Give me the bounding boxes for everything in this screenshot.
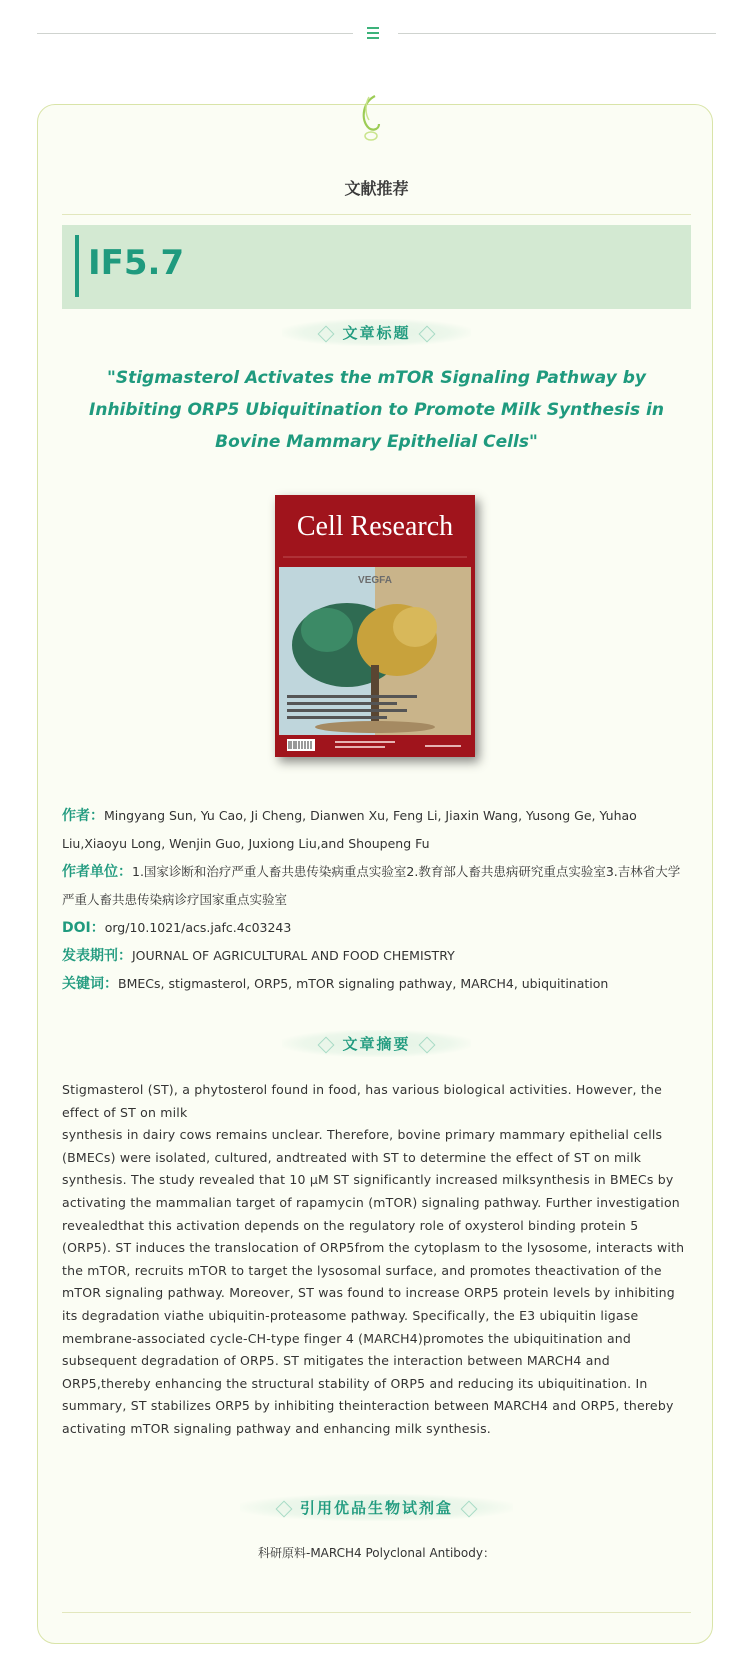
diamond-icon xyxy=(318,1036,335,1053)
product-heading xyxy=(0,1494,753,1520)
section-title: 文献推荐 xyxy=(344,179,409,198)
journal-cover-word: VEGFA xyxy=(358,575,392,586)
keywords-row xyxy=(62,970,691,998)
diamond-icon xyxy=(418,325,435,342)
doi-label: DOI： xyxy=(62,920,105,936)
title-divider xyxy=(62,214,691,215)
menu-icon[interactable] xyxy=(366,24,380,42)
article-title-heading xyxy=(0,319,753,345)
doi-value: org/10.1021/acs.jafc.4c03243 xyxy=(104,920,292,935)
journal-value: JOURNAL OF AGRICULTURAL AND FOOD CHEMISTRY xyxy=(132,948,455,963)
article-title-heading-label: 文章标题 xyxy=(342,324,411,342)
impact-factor-accent-bar xyxy=(75,235,79,297)
abstract-body: synthesis in dairy cows remains unclear. Therefore, bovine primary mammary epithelial cells (BMECs) were isolated, cultured, andtreated with ST to determine the effect of ST on milk synthesis. The study revealed that 10 μM ST significantly increased milksynthesis in BMECs by activating the mammalian target of rapamycin (mTOR) signaling pathway. Further investigation revealedthat this activation depends on the regulatory role of oxysterol binding protein 5 (ORP5). ST induces the translocation of ORP5from the cytoplasm to the lysosome, interacts with the mTOR, recruits mTOR to target the lysosomal surface, and promotes theactivation of the mTOR signaling pathway. Moreover, ST was found to increase ORP5 protein levels by inhibiting its degradation viathe ubiquitin-proteasome pathway. Specifically, the E3 ubiquitin ligase membrane-associated cycle-CH-type finger 4 (MARCH4)promotes the ubiquitination and subsequent degradation of ORP5. ST mitigates the interaction between MARCH4 and ORP5,thereby enhancing the structural stability of ORP5 and reducing its ubiquitination. In summary, ST stabilizes ORP5 by inhibiting theinteraction between MARCH4 and ORP5, thereby activating mTOR signaling pathway and enhancing milk synthesis. xyxy=(62,1127,685,1436)
abstract-heading-label: 文章摘要 xyxy=(342,1035,411,1053)
top-divider-right xyxy=(398,33,716,34)
journal-row xyxy=(62,942,691,970)
diamond-icon xyxy=(418,1036,435,1053)
journal-cover-image xyxy=(275,495,475,757)
swirl-ornament-icon xyxy=(357,94,385,144)
abstract-line-first: Stigmasterol (ST), a phytosterol found in food, has various biological activities. However, the effect of ST on milk xyxy=(62,1082,662,1120)
diamond-icon xyxy=(318,325,335,342)
affiliation-row xyxy=(62,858,691,914)
affiliation-value: 1.国家诊断和治疗严重人畜共患传染病重点实验室2.教育部人畜共患病研究重点实验室3.吉林省大学严重人畜共患传染病诊疗国家重点实验室 xyxy=(62,864,681,907)
diamond-icon xyxy=(461,1500,478,1517)
authors-value: Mingyang Sun, Yu Cao, Ji Cheng, Dianwen Xu, Feng Li, Jiaxin Wang, Yusong Ge, Yuhao Liu,Xiaoyu Long, Wenjin Guo, Juxiong Liu,and Shoupeng Fu xyxy=(62,808,637,851)
doi-row xyxy=(62,914,691,942)
impact-factor-box xyxy=(62,225,691,309)
affiliation-label: 作者单位： xyxy=(62,864,132,880)
keywords-label: 关键词： xyxy=(62,976,118,992)
journal-label: 发表期刊： xyxy=(62,948,132,964)
top-divider-left xyxy=(37,33,353,34)
product-line: 科研原料-MARCH4 Polyclonal Antibody： xyxy=(258,1546,495,1560)
journal-cover-title: Cell Research xyxy=(296,511,454,542)
product-heading-label: 引用优品生物试剂盒 xyxy=(299,1499,453,1517)
impact-factor-label: IF5.7 xyxy=(88,243,185,283)
article-meta xyxy=(62,802,691,998)
authors-row xyxy=(62,802,691,858)
abstract-text xyxy=(62,1079,691,1441)
authors-label: 作者： xyxy=(62,808,104,824)
bottom-divider xyxy=(62,1612,691,1613)
article-title: "Stigmasterol Activates the mTOR Signaling Pathway by Inhibiting ORP5 Ubiquitination to Promote Milk Synthesis in Bovine Mammary Epithelial Cells" xyxy=(89,368,664,452)
keywords-value: BMECs, stigmasterol, ORP5, mTOR signaling pathway, MARCH4, ubiquitination xyxy=(118,976,609,991)
diamond-icon xyxy=(275,1500,292,1517)
abstract-heading xyxy=(0,1030,753,1056)
